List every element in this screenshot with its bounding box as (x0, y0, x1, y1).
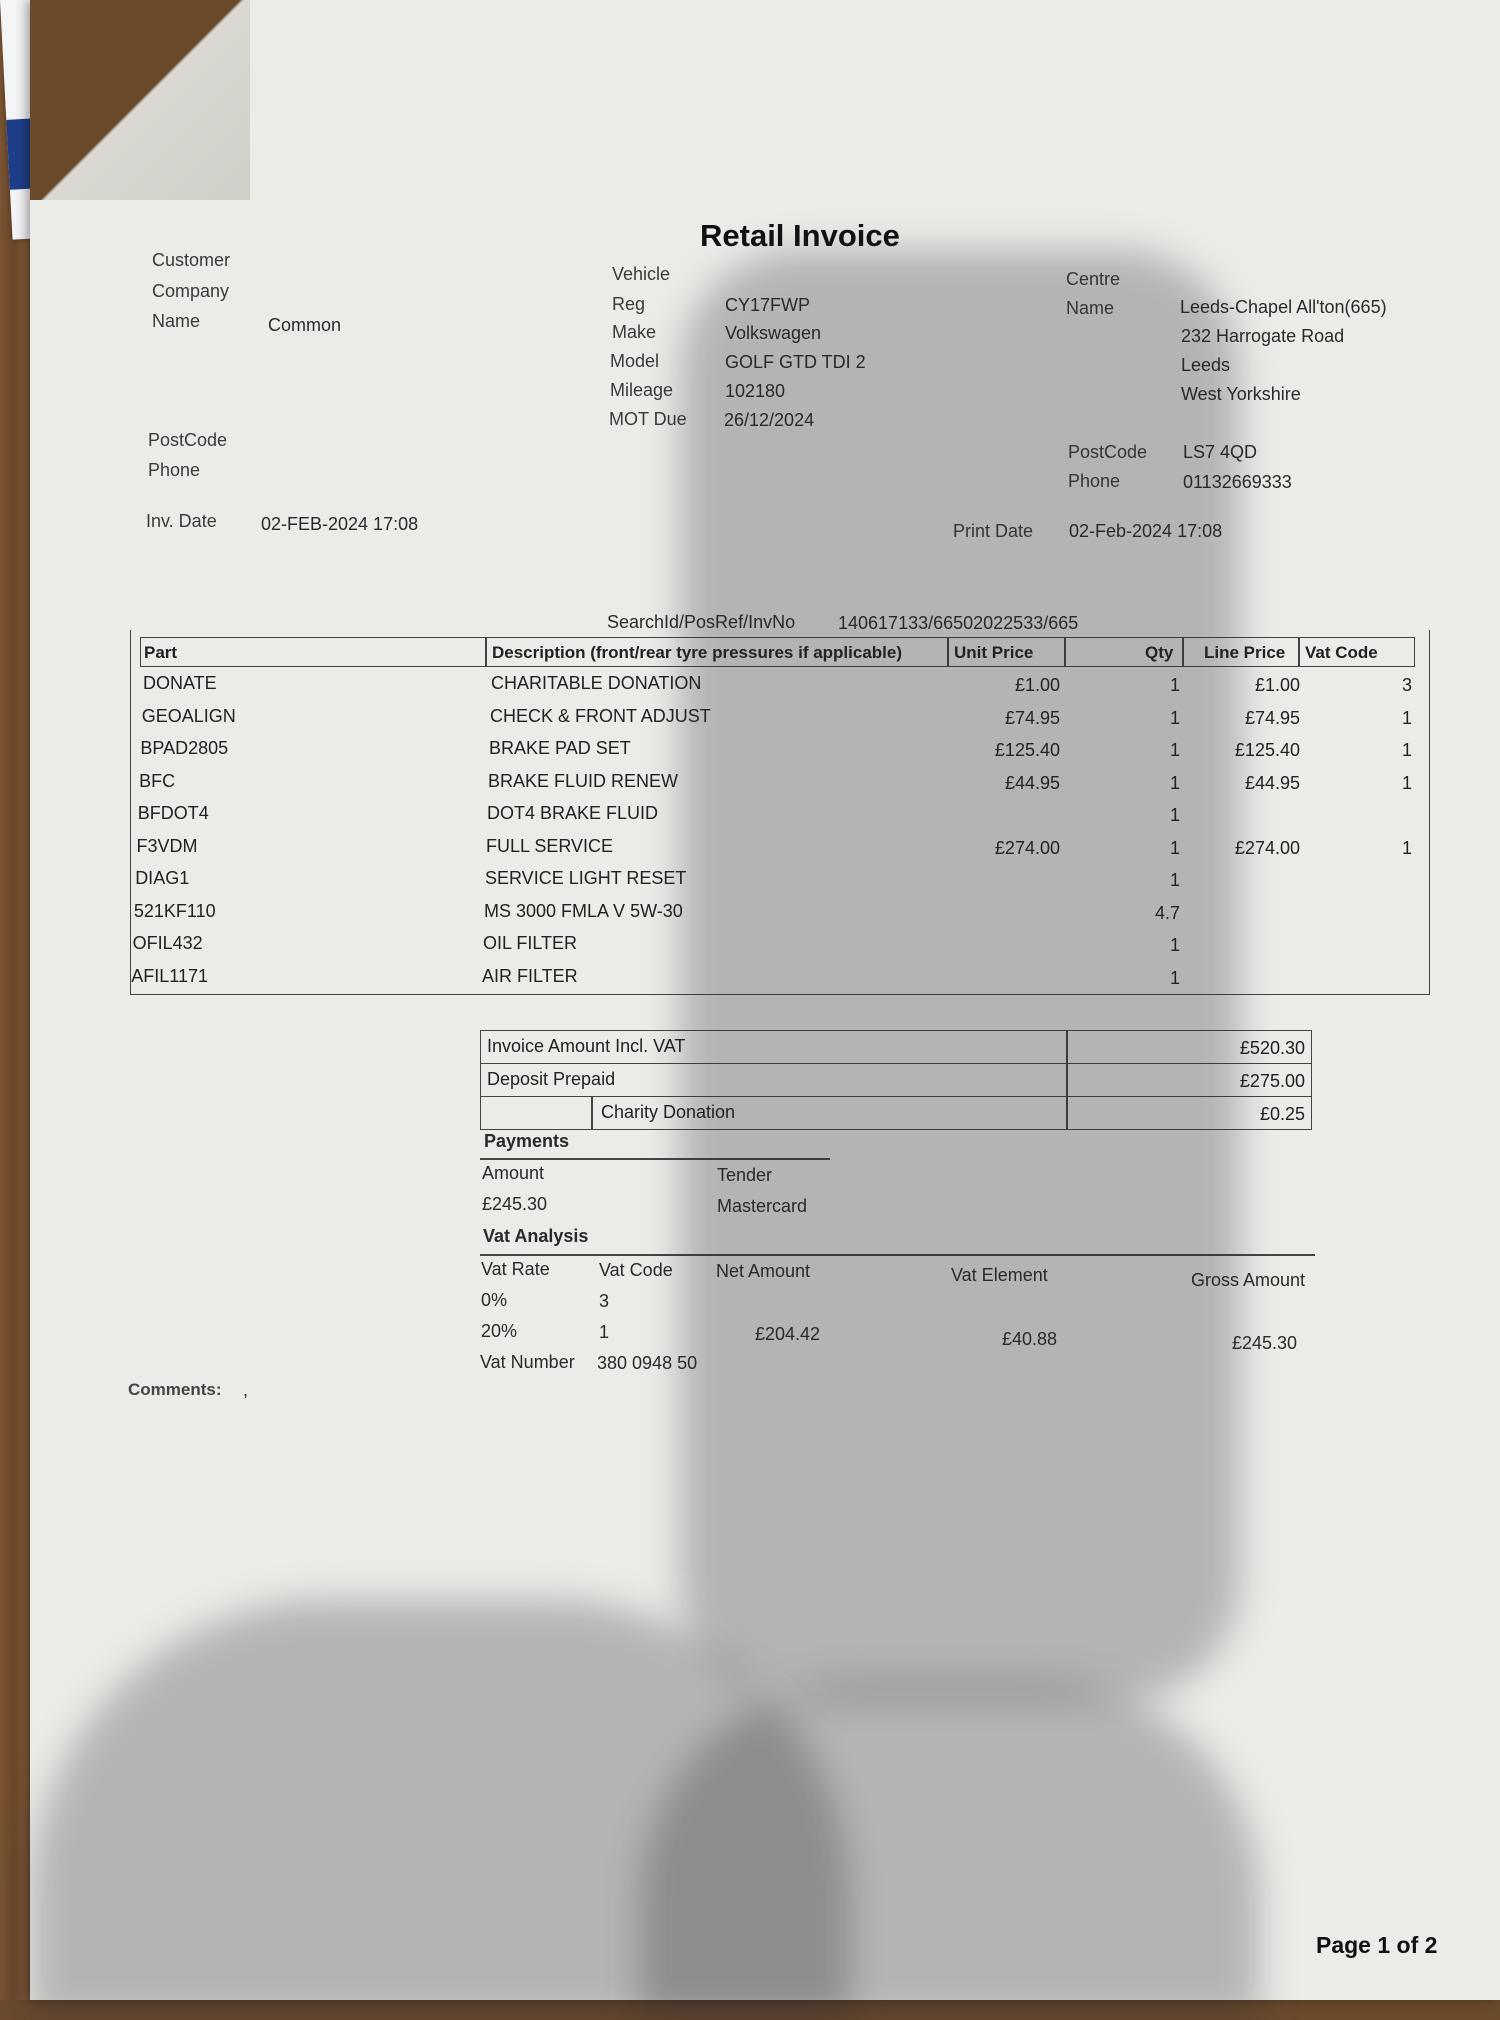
description-cell: OIL FILTER (483, 933, 578, 953)
vat-row2-code: 1 (599, 1322, 610, 1342)
centre-postcode-label: PostCode (1068, 442, 1148, 462)
centre-address-line3: West Yorkshire (1181, 384, 1301, 404)
deposit-label: Deposit Prepaid (487, 1069, 616, 1089)
model-label: Model (610, 351, 660, 371)
description-cell: FULL SERVICE (486, 835, 614, 856)
line-price-cell: £274.00 (1234, 837, 1300, 858)
header-line-price: Line Price (1204, 643, 1286, 662)
folded-corner (30, 0, 250, 200)
unit-price-cell: £1.00 (1014, 675, 1060, 695)
vat-row2-rate: 20% (481, 1321, 518, 1341)
company-label: Company (152, 281, 230, 301)
charity-value: £0.25 (1259, 1104, 1305, 1124)
qty-cell: 1 (1169, 837, 1180, 858)
charity-indent-divider (591, 1097, 593, 1129)
part-cell: BFDOT4 (137, 803, 209, 823)
mot-label: MOT Due (609, 409, 687, 429)
vat-number-label: Vat Number (480, 1352, 575, 1372)
qty-cell: 4.7 (1154, 902, 1180, 923)
customer-label: Customer (152, 250, 231, 270)
unit-price-cell: £125.40 (994, 740, 1060, 760)
vat-analysis-heading: Vat Analysis (483, 1226, 589, 1246)
payment-amount-label: Amount (482, 1163, 545, 1183)
centre-address-line1: 232 Harrogate Road (1181, 326, 1345, 346)
make-value: Volkswagen (725, 323, 822, 343)
inv-date-value: 02-FEB-2024 17:08 (261, 514, 419, 534)
comments-label: Comments: (128, 1380, 222, 1399)
qty-cell: 1 (1169, 870, 1180, 890)
vat-code-cell: 1 (1401, 837, 1412, 858)
vat-row2-gross: £245.30 (1232, 1333, 1298, 1353)
unit-price-cell: £44.95 (1004, 772, 1060, 793)
part-cell: GEOALIGN (141, 705, 236, 726)
part-cell: BFC (139, 770, 176, 791)
centre-postcode: LS7 4QD (1183, 442, 1258, 462)
vat-row2-element: £40.88 (1002, 1329, 1058, 1349)
reg-label: Reg (612, 294, 646, 314)
name-label: Name (152, 311, 201, 331)
reg-value: CY17FWP (725, 295, 811, 315)
description-cell: BRAKE PAD SET (489, 738, 631, 758)
qty-cell: 1 (1169, 805, 1180, 825)
unit-price-cell: £274.00 (994, 837, 1060, 858)
part-cell: AFIL1171 (131, 965, 209, 986)
part-cell: F3VDM (136, 835, 198, 856)
qty-cell: 1 (1169, 967, 1180, 988)
vat-code-cell: 1 (1401, 707, 1412, 728)
vat-element-header: Vat Element (951, 1265, 1048, 1285)
description-cell: CHECK & FRONT ADJUST (490, 705, 711, 726)
search-ref-value: 140617133/66502022533/665 (838, 613, 1079, 633)
customer-phone-label: Phone (148, 460, 201, 480)
centre-label: Centre (1066, 269, 1121, 289)
qty-cell: 1 (1169, 740, 1180, 760)
header-divider (1298, 637, 1300, 667)
centre-address-line2: Leeds (1181, 355, 1231, 375)
part-cell: 521KF110 (133, 900, 216, 921)
description-cell: AIR FILTER (482, 965, 578, 986)
invoice-amount-label: Invoice Amount Incl. VAT (487, 1036, 686, 1056)
header-qty: Qty (1145, 643, 1174, 662)
header-part: Part (144, 643, 178, 662)
vat-code-cell: 1 (1401, 740, 1412, 760)
header-divider (485, 637, 487, 667)
payment-amount-value: £245.30 (482, 1194, 548, 1214)
header-vat-code: Vat Code (1305, 643, 1378, 662)
header-description: Description (front/rear tyre pressures if applicable) (492, 643, 903, 662)
payment-tender-label: Tender (717, 1165, 773, 1185)
description-cell: DOT4 BRAKE FLUID (487, 803, 659, 823)
part-cell: DIAG1 (135, 868, 190, 888)
header-unit-price: Unit Price (954, 643, 1034, 662)
vat-code-cell: 3 (1401, 675, 1412, 695)
deposit-value: £275.00 (1239, 1071, 1305, 1091)
qty-cell: 1 (1169, 935, 1180, 955)
gross-amount-header: Gross Amount (1191, 1270, 1306, 1290)
invoice-amount-value: £520.30 (1239, 1038, 1305, 1058)
line-price-cell: £1.00 (1254, 675, 1300, 695)
hand-shadow-right (640, 1680, 1260, 2020)
description-cell: MS 3000 FMLA V 5W-30 (484, 900, 683, 921)
print-date-value: 02-Feb-2024 17:08 (1069, 521, 1223, 541)
qty-cell: 1 (1169, 772, 1180, 793)
net-amount-header: Net Amount (716, 1261, 811, 1281)
model-value: GOLF GTD TDI 2 (725, 352, 866, 372)
invoice-title: Retail Invoice (700, 218, 900, 253)
vat-row2-net: £204.42 (755, 1324, 821, 1344)
part-cell: OFIL432 (132, 933, 203, 953)
make-label: Make (612, 322, 657, 342)
comments-value: , (243, 1380, 249, 1400)
mileage-label: Mileage (610, 380, 674, 400)
centre-phone-label: Phone (1068, 471, 1121, 491)
line-price-cell: £125.40 (1234, 740, 1300, 760)
page-number: Page 1 of 2 (1316, 1932, 1438, 1958)
search-ref-label: SearchId/PosRef/InvNo (607, 612, 796, 632)
vat-code-cell: 1 (1401, 772, 1412, 793)
charity-label: Charity Donation (601, 1102, 736, 1122)
vat-number-value: 380 0948 50 (597, 1353, 698, 1373)
customer-name: Common (268, 315, 342, 335)
customer-postcode-label: PostCode (148, 430, 228, 450)
centre-name: Leeds-Chapel All'ton(665) (1180, 297, 1387, 317)
description-cell: CHARITABLE DONATION (491, 673, 702, 693)
vehicle-label: Vehicle (612, 264, 671, 284)
payments-heading: Payments (484, 1131, 570, 1151)
line-price-cell: £44.95 (1244, 772, 1300, 793)
qty-cell: 1 (1169, 675, 1180, 695)
vat-code-header: Vat Code (599, 1260, 673, 1280)
description-cell: BRAKE FLUID RENEW (488, 770, 679, 791)
inv-date-label: Inv. Date (146, 511, 217, 531)
vat-rate-header: Vat Rate (481, 1259, 550, 1279)
print-date-label: Print Date (953, 521, 1034, 541)
vat-row1-code: 3 (599, 1291, 610, 1311)
vat-row1-rate: 0% (481, 1290, 508, 1310)
centre-name-label: Name (1066, 298, 1115, 318)
centre-phone: 01132669333 (1183, 472, 1292, 492)
payment-tender-value: Mastercard (717, 1196, 808, 1216)
line-price-cell: £74.95 (1244, 707, 1300, 728)
unit-price-cell: £74.95 (1004, 707, 1060, 728)
mileage-value: 102180 (725, 381, 786, 401)
mot-value: 26/12/2024 (724, 410, 815, 430)
part-cell: DONATE (143, 673, 217, 693)
phone-shadow (680, 250, 1240, 1700)
qty-cell: 1 (1169, 707, 1180, 728)
part-cell: BPAD2805 (140, 738, 229, 758)
description-cell: SERVICE LIGHT RESET (485, 868, 687, 888)
